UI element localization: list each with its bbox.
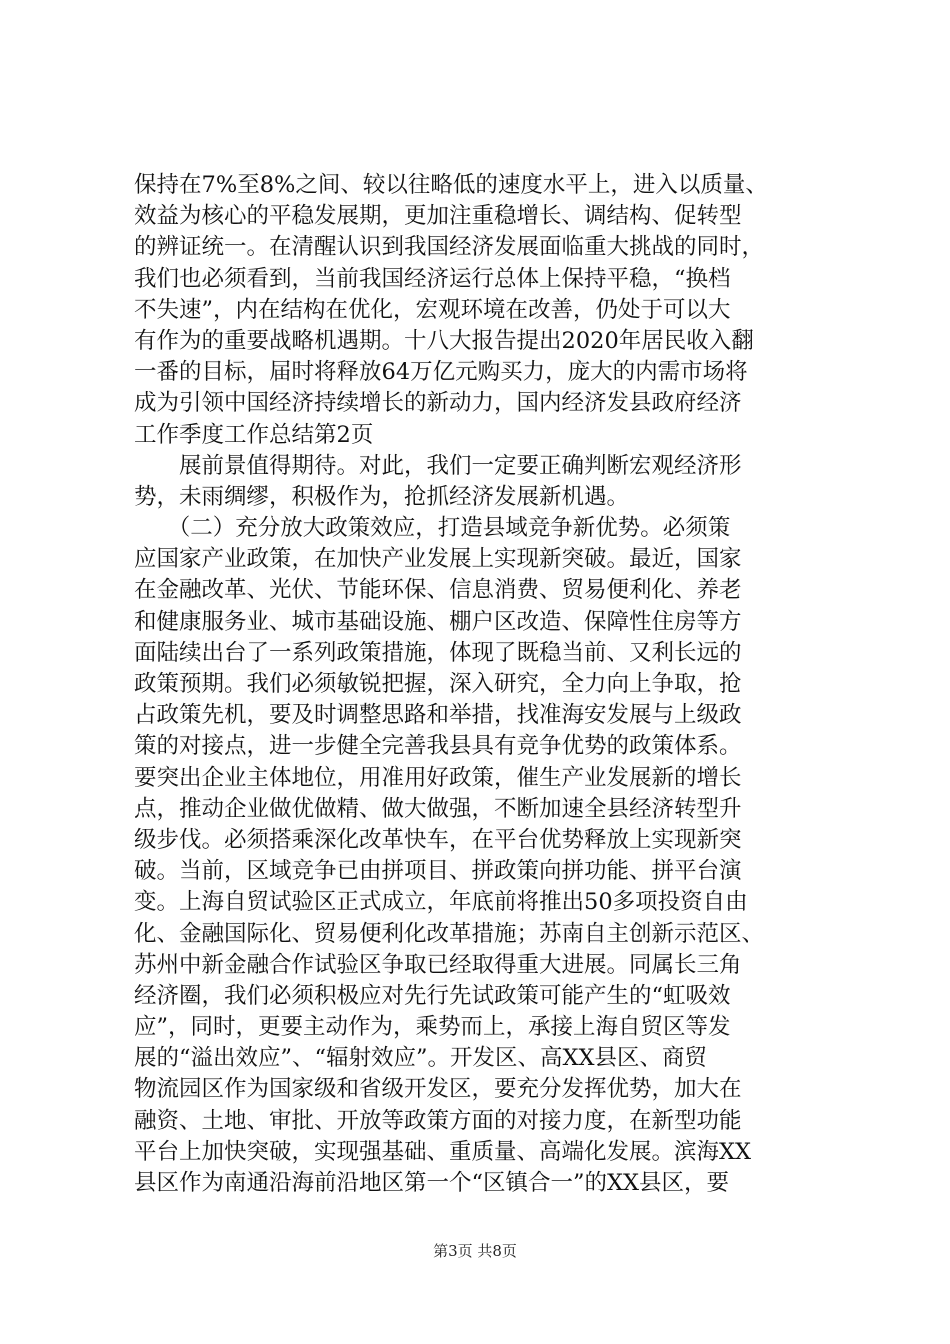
text-line: 策的对接点，进一步健全完善我县具有竞争优势的政策体系。 bbox=[134, 733, 742, 760]
text-line: 县区作为南通沿海前沿地区第一个“区镇合一”的XX县区，要 bbox=[134, 1170, 730, 1196]
text-line: 展的“溢出效应”、“辐射效应”。开发区、高XX县区、商贸 bbox=[134, 1045, 708, 1072]
text-line: 要突出企业主体地位，用准用好政策，催生产业发展新的增长 bbox=[134, 764, 742, 791]
page-number-footer: 第3页 共8页 bbox=[433, 1242, 517, 1260]
text-line: 的辨证统一。在清醒认识到我国经济发展面临重大挑战的同时， bbox=[134, 234, 765, 261]
text-line: 经济圈，我们必须积极应对先行先试政策可能产生的“虹吸效 bbox=[134, 982, 731, 1009]
text-line: 级步伐。必须搭乘深化改革快车，在平台优势释放上实现新突 bbox=[134, 826, 742, 853]
text-line: 一番的目标，届时将释放64万亿元购买力，庞大的内需市场将 bbox=[134, 359, 748, 386]
text-line: 保持在7%至8%之间、较以往略低的速度水平上，进入以质量、 bbox=[134, 172, 768, 198]
text-line: 破。当前，区域竞争已由拼项目、拼政策向拼功能、拼平台演 bbox=[134, 858, 742, 885]
text-line: 苏州中新金融合作试验区争取已经取得重大进展。同属长三角 bbox=[134, 951, 742, 978]
text-line: 政策预期。我们必须敏锐把握，深入研究，全力向上争取，抢 bbox=[134, 671, 742, 697]
text-line: 应国家产业政策，在加快产业发展上实现新突破。最近，国家 bbox=[134, 546, 742, 573]
text-line: （二）充分放大政策效应，打造县域竞争新优势。必须策 bbox=[134, 515, 731, 542]
text-line: 不失速”，内在结构在优化，宏观环境在改善，仍处于可以大 bbox=[134, 296, 731, 323]
text-line: 有作为的重要战略机遇期。十八大报告提出2020年居民收入翻 bbox=[134, 327, 754, 354]
text-line: 面陆续出台了一系列政策措施，体现了既稳当前、又利长远的 bbox=[134, 639, 742, 666]
text-line: 在金融改革、光伏、节能环保、信息消费、贸易便利化、养老 bbox=[134, 577, 742, 604]
text-line: 占政策先机，要及时调整思路和举措，找准海安发展与上级政 bbox=[134, 702, 742, 729]
text-line: 融资、土地、审批、开放等政策方面的对接力度，在新型功能 bbox=[134, 1107, 742, 1134]
text-line: 工作季度工作总结第2页 bbox=[134, 421, 374, 448]
text-line: 势，未雨绸缪，积极作为，抢抓经济发展新机遇。 bbox=[134, 483, 630, 510]
text-line: 点，推动企业做优做精、做大做强，不断加速全县经济转型升 bbox=[134, 795, 742, 822]
text-line: 和健康服务业、城市基础设施、棚户区改造、保障性住房等方 bbox=[134, 608, 742, 635]
text-line: 物流园区作为国家级和省级开发区，要充分发挥优势，加大在 bbox=[134, 1076, 742, 1103]
text-line: 展前景值得期待。对此，我们一定要正确判断宏观经济形 bbox=[134, 452, 742, 479]
body-text bbox=[134, 170, 824, 1199]
text-line: 应”，同时，更要主动作为，乘势而上，承接上海自贸区等发 bbox=[134, 1014, 731, 1041]
text-line: 效益为核心的平稳发展期，更加注重稳增长、调结构、促转型 bbox=[134, 203, 742, 230]
text-line: 化、金融国际化、贸易便利化改革措施；苏南自主创新示范区、 bbox=[134, 920, 765, 947]
text-line: 我们也必须看到，当前我国经济运行总体上保持平稳，“换档 bbox=[134, 265, 731, 292]
text-line: 平台上加快突破，实现强基础、重质量、高端化发展。滨海XX bbox=[134, 1138, 752, 1165]
text-line: 变。上海自贸试验区正式成立，年底前将推出50多项投资自由 bbox=[134, 889, 748, 916]
text-line: 成为引领中国经济持续增长的新动力，国内经济发县政府经济 bbox=[134, 390, 742, 417]
